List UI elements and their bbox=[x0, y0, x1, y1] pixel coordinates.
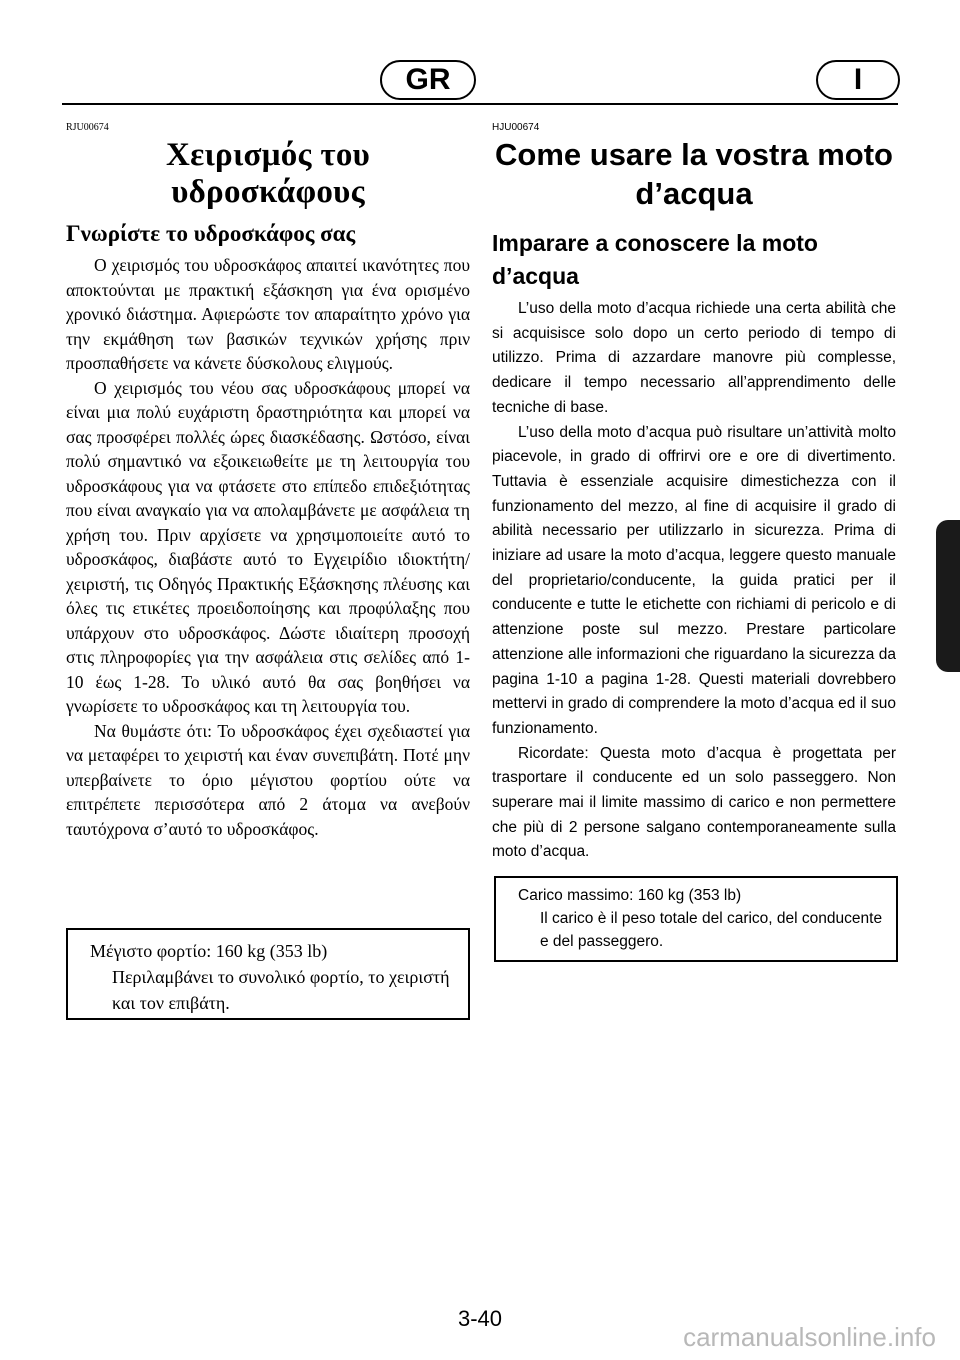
italian-box-heading: Carico massimo: 160 kg (353 lb) bbox=[518, 887, 742, 904]
italian-load-box bbox=[494, 876, 898, 962]
greek-box-note: Περιλαμβάνει το συνολικό φορτίο, το χειριστή και τον επιβάτη. bbox=[112, 967, 450, 1013]
greek-subtitle: Γνωρίστε το υδροσκάφος σας bbox=[66, 221, 356, 246]
italian-column bbox=[492, 122, 896, 865]
page-number: 3-40 bbox=[457, 1306, 503, 1331]
greek-column bbox=[66, 122, 470, 841]
language-badge-gr: GR bbox=[380, 60, 476, 100]
italian-subtitle: Imparare a conoscere la moto d’acqua bbox=[492, 230, 818, 289]
section-tab-marker bbox=[936, 520, 960, 672]
greek-load-box bbox=[66, 928, 470, 1020]
italian-paragraph-3: Ricordate: Questa moto d’acqua è progettata per trasportare il conducente ed un solo passeggero. Non superare mai il limite massimo di carico e non permettere che più di 2 persone salgano contemporaneamente sulla moto d’acqua. bbox=[492, 744, 896, 861]
italian-box-note: Il carico è il peso totale del carico, del conducente e del passeggero. bbox=[540, 910, 883, 950]
italian-title: Come usare la vostra moto d’acqua bbox=[495, 137, 893, 211]
watermark: carmanualsonline.info bbox=[683, 1322, 936, 1352]
greek-paragraph-2: Ο χειρισμός του νέου σας υδροσκάφους μπορεί να είναι μια πολύ ευχάριστη δραστηριότητα και μπορεί να σας προσφέρει πολλές ώρες διασκέδασης. Ωστόσο, είναι πολύ σημαντικό να εξοικειωθείτε με τη λειτουργία του υδροσκάφους για να φτάσετε στο επίπεδο επιδεξιότητας που είναι αναγκαίο για να απολαμβάνετε με ασφάλεια τη χρήση του. Πριν αρχίσετε να χρησιμοποιείτε αυτό το υδροσκάφος, διαβάστε αυτό το Εγχειρίδιο ιδιοκτήτη/χειριστή, τις Οδηγός Πρακτικής Εξάσκησης πλέυσης και όλες τις ετικέτες προειδοποίησης και προφύλαξης που υπάρχουν στο υδροσκάφος. Δώστε ιδιαίτερη προσοχή στις πληροφορίες για την ασφάλεια στις σελίδες από 1-10 έως 1-28. Το υλικό αυτό θα σας βοηθήσει να γνωρίσετε το υδροσκάφος και τη λειτουργία του. bbox=[66, 377, 470, 716]
greek-box-heading: Μέγιστο φορτίο: 160 kg (353 lb) bbox=[90, 941, 328, 961]
greek-paragraph-3: Να θυμάστε ότι: Το υδροσκάφος έχει σχεδιαστεί για να μεταφέρει το χειριστή και έναν συνεπιβάτη. Ποτέ μην υπερβαίνετε το όριο μέγιστου φορτίου ούτε να επιτρέπετε περισσότερα από 2 άτομα να ανεβούν ταυτόχρονα σ’αυτό το υδροσκάφος. bbox=[66, 720, 470, 839]
greek-paragraph-1: Ο χειρισμός του υδροσκάφος απαιτεί ικανότητες που αποκτούνται με πρακτική εξάσκηση για ένα ορισμένο χρονικό διάστημα. Αφιερώστε τον απαραίτητο χρόνο για την εκμάθηση των βασικών τεχνικών χρήσης πριν προσπαθήσετε να κάνετε δύσκολους ελιγμούς. bbox=[66, 255, 470, 373]
language-badge-i: I bbox=[816, 60, 900, 100]
italian-paragraph-1: L’uso della moto d’acqua richiede una certa abilità che si acquisisce solo dopo un certo periodo di tempo di utilizzo. Prima di azzardare manovre più complesse, dedicare il tempo necessario all’apprendimento delle tecniche di base. bbox=[492, 300, 896, 416]
header-rule bbox=[62, 103, 898, 105]
greek-section-code: RJU00674 bbox=[66, 122, 109, 133]
italian-paragraph-2: L’uso della moto d’acqua può risultare un’attività molto piacevole, in grado di offrirvi ore e ore di divertimento. Tuttavia è essenziale acquisire dimestichezza con il funzionamento del mezzo, al fine di acquisire il grado di abilità necessario per utilizzarlo in sicurezza. Prima di iniziare ad usare la moto d’acqua, leggere questo manuale del proprietario/conducente, la guida pratici per il conducente e tutte le etichette con richiami di pericolo e di attenzione poste sul mezzo. Prestare particolare attenzione alle informazioni che riguardano la sicurezza da pagina 1-10 a pagina 1-28. Questi materiali dovrebbero mettervi in grado di comprendere la moto d’acqua ed il suo funzionamento. bbox=[492, 423, 896, 737]
greek-title: Χειρισμός του υδροσκάφους bbox=[165, 137, 371, 210]
italian-section-code: HJU00674 bbox=[492, 122, 540, 133]
